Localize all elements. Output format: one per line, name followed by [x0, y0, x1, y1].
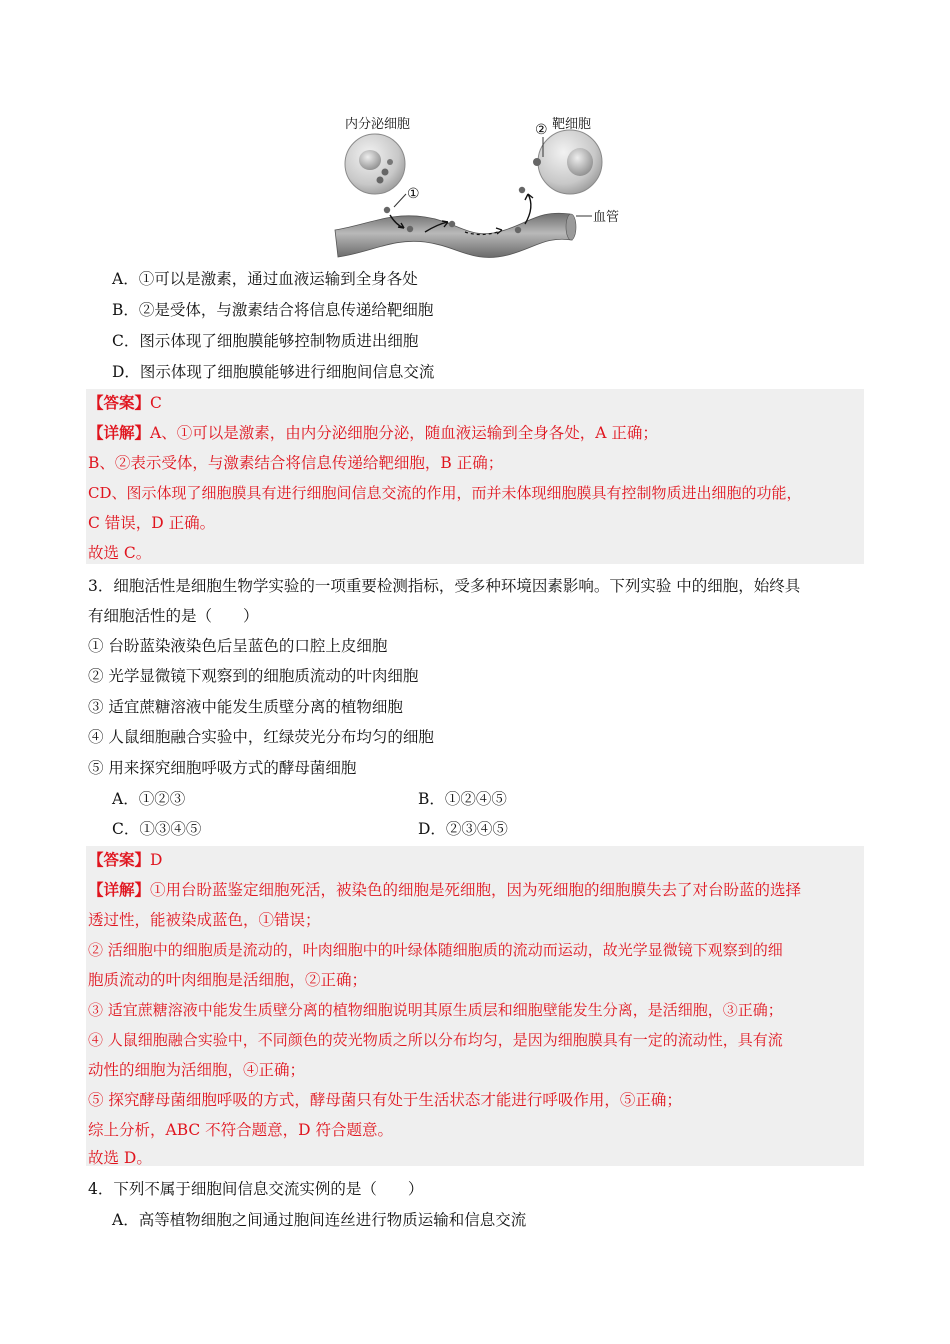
q2-option-b: B．②是受体，与激素结合将信息传递给靶细胞 [112, 301, 434, 319]
label-target-cell: 靶细胞 [552, 117, 592, 132]
q2-answer-value: C [150, 394, 162, 412]
q2-detail-line-1 [88, 423, 658, 443]
figure-svg [330, 112, 620, 262]
q3-detail-line-4: 胞质流动的叶肉细胞是活细胞，②正确； [88, 971, 368, 989]
label-endocrine-cell: 内分泌细胞 [345, 117, 411, 132]
q2-option-c: C．图示体现了细胞膜能够控制物质进出细胞 [112, 332, 419, 350]
q3-answer-value: D [150, 851, 163, 869]
q2-answer-block [86, 389, 864, 564]
q3-detail-line-8: ⑤ 探究酵母菌细胞呼吸的方式，酵母菌只有处于生活状态才能进行呼吸作用，⑤正确； [88, 1091, 682, 1109]
q3-detail-line-5: ③ 适宜蔗糖溶液中能发生质壁分离的植物细胞说明其原生质层和细胞壁能发生分离，是活细胞，③正确； [88, 1001, 783, 1019]
target-cell [533, 130, 602, 194]
label-marker-2: ② [535, 122, 548, 138]
q3-detail-line-6: ④ 人鼠细胞融合实验中，不同颜色的荧光物质之所以分布均匀，是因为细胞膜具有一定的流动性，具有流 [88, 1031, 783, 1049]
q3-detail-line-1 [88, 880, 801, 900]
q3-detail-line-7: 动性的细胞为活细胞，④正确； [88, 1061, 306, 1079]
q3-option-c: C．①③④⑤ [112, 820, 202, 838]
q3-detail-text-1: ①用台盼蓝鉴定细胞死活，被染色的细胞是死细胞，因为死细胞的细胞膜失去了对台盼蓝的选择 [150, 881, 802, 899]
q3-stem-line-2: 有细胞活性的是（ ） [88, 607, 259, 625]
q3-option-a: A．①②③ [112, 790, 186, 808]
q3-item-5: ⑤ 用来探究细胞呼吸方式的酵母菌细胞 [88, 759, 357, 777]
label-blood-vessel: 血管 [593, 210, 620, 225]
q2-option-a: A．①可以是激素，通过血液运输到全身各处 [112, 270, 418, 288]
q2-detail-line-2: B、②表示受体，与激素结合将信息传递给靶细胞，B 正确； [88, 454, 504, 472]
q2-detail-line-5: 故选 C。 [88, 544, 152, 562]
q2-detail-text-1: A、①可以是激素，由内分泌细胞分泌，随血液运输到全身各处，A 正确； [150, 424, 658, 442]
label-marker-1: ① [407, 186, 420, 202]
q2-detail-line-3: CD、图示体现了细胞膜具有进行细胞间信息交流的作用，而并未体现细胞膜具有控制物质进出细胞的功能， [88, 484, 802, 502]
q3-option-d: D．②③④⑤ [418, 820, 508, 838]
q3-answer-block [86, 846, 864, 1166]
q3-detail-line-2: 透过性，能被染成蓝色，①错误； [88, 911, 321, 929]
q2-answer-tag: 【答案】 [88, 393, 151, 412]
q3-detail-line-3: ② 活细胞中的细胞质是流动的，叶肉细胞中的叶绿体随细胞质的流动而运动，故光学显微镜下观察到的细 [88, 941, 783, 959]
q2-answer-line [88, 393, 162, 413]
q3-detail-tag: 【详解】 [88, 880, 151, 899]
hormone-signaling-figure [330, 112, 620, 262]
q3-item-4: ④ 人鼠细胞融合实验中，红绿荧光分布均匀的细胞 [88, 728, 434, 746]
q3-item-3: ③ 适宜蔗糖溶液中能发生质壁分离的植物细胞 [88, 698, 403, 716]
endocrine-cell [345, 134, 405, 194]
q3-option-b: B．①②④⑤ [418, 790, 507, 808]
q3-item-1: ① 台盼蓝染液染色后呈蓝色的口腔上皮细胞 [88, 637, 388, 655]
q3-detail-line-10: 故选 D。 [88, 1149, 152, 1167]
q3-answer-tag: 【答案】 [88, 850, 151, 869]
q2-detail-line-4: C 错误，D 正确。 [88, 514, 216, 532]
q4-option-a: A．高等植物细胞之间通过胞间连丝进行物质运输和信息交流 [112, 1211, 527, 1229]
q2-detail-tag: 【详解】 [88, 423, 151, 442]
q4-stem: 4．下列不属于细胞间信息交流实例的是（ ） [88, 1180, 424, 1198]
q2-option-d: D．图示体现了细胞膜能够进行细胞间信息交流 [112, 363, 435, 381]
q3-stem-line-1: 3．细胞活性是细胞生物学实验的一项重要检测指标，受多种环境因素影响。下列实验 中的细胞，始终具 [88, 577, 801, 595]
blood-vessel [335, 213, 592, 257]
q3-detail-line-9: 综上分析，ABC 不符合题意，D 符合题意。 [88, 1121, 394, 1139]
q3-item-2: ② 光学显微镜下观察到的细胞质流动的叶肉细胞 [88, 667, 419, 685]
q3-answer-line [88, 850, 162, 870]
